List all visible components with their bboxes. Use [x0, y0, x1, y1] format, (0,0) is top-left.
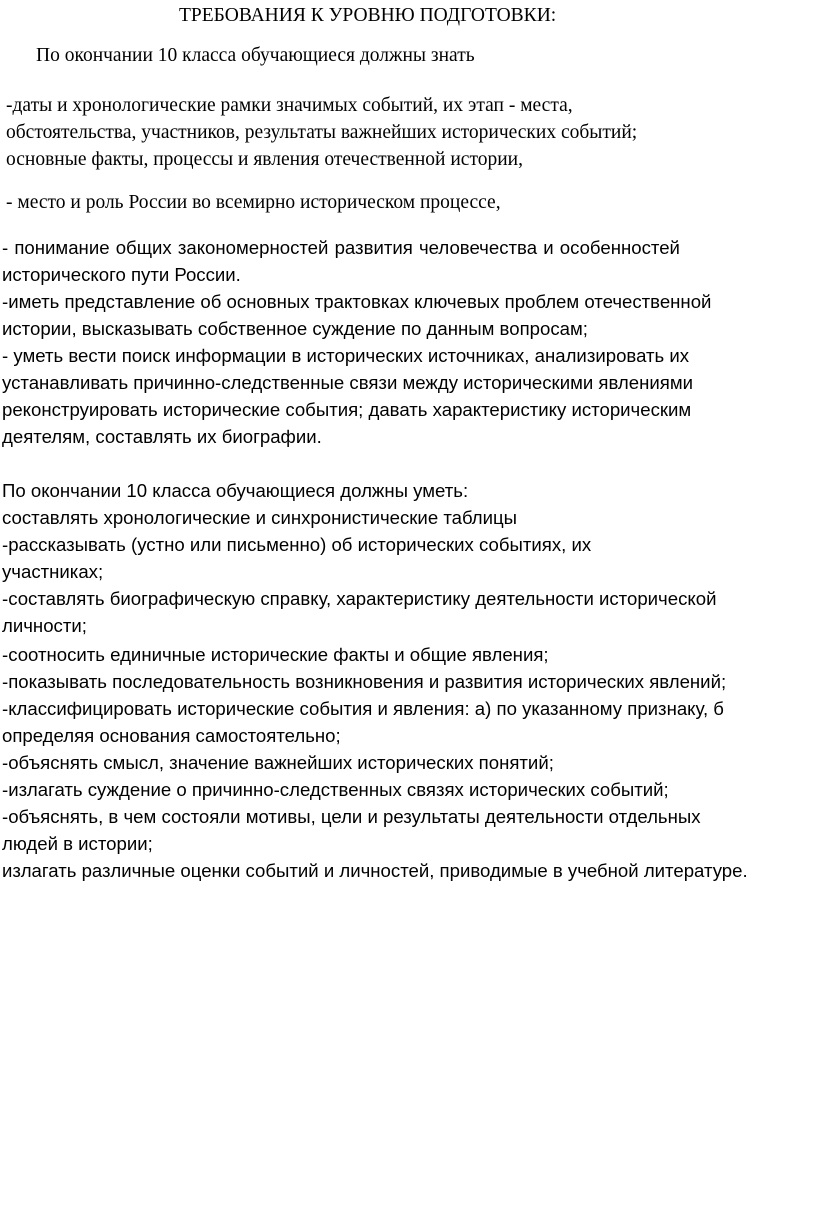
skills-item: -объяснять смысл, значение важнейших исторических понятий; [2, 752, 554, 773]
understand-item: реконструировать исторические события; давать характеристику историческим [2, 399, 692, 420]
skills-item: -показывать последовательность возникновения и развития исторических явлений; [2, 671, 727, 692]
skills-item: -объяснять, в чем состояли мотивы, цели и результаты деятельности отдельных [2, 806, 701, 827]
understand-item: деятелям, составлять их биографии. [2, 426, 322, 447]
know-heading: По окончании 10 класса обучающиеся должны знать [36, 45, 475, 66]
skills-item: -соотносить единичные исторические факты и общие явления; [2, 644, 549, 665]
skills-item: составлять хронологические и синхронистические таблицы [2, 507, 518, 528]
skills-item: людей в истории; [2, 833, 153, 854]
know-item: - место и роль России во всемирно историческом процессе, [6, 192, 501, 213]
skills-item: личности; [2, 615, 87, 636]
understand-item: исторического пути России. [2, 264, 241, 285]
understand-item: истории, высказывать собственное суждение по данным вопросам; [2, 318, 588, 339]
skills-item: излагать различные оценки событий и личностей, приводимые в учебной литературе. [2, 860, 748, 881]
understand-item: - уметь вести поиск информации в исторических источниках, анализировать их [2, 345, 690, 366]
understand-item: устанавливать причинно-следственные связи между историческими явлениями [2, 372, 694, 393]
skills-item: -излагать суждение о причинно-следственных связях исторических событий; [2, 779, 669, 800]
skills-item: -составлять биографическую справку, характеристику деятельности исторической [2, 588, 717, 609]
understand-item: - понимание общих закономерностей развития человечества и особенностей [2, 237, 680, 258]
skills-item: -классифицировать исторические события и явления: а) по указанному признаку, б [2, 698, 724, 719]
skills-item: участниках; [2, 561, 104, 582]
know-item: -даты и хронологические рамки значимых событий, их этап - места, [6, 95, 573, 116]
know-item: обстоятельства, участников, результаты важнейших исторических событий; [6, 122, 638, 143]
skills-item: -рассказывать (устно или письменно) об исторических событиях, их [2, 534, 592, 555]
skills-heading: По окончании 10 класса обучающиеся должны уметь: [2, 480, 469, 501]
skills-item: определяя основания самостоятельно; [2, 725, 341, 746]
page-title: ТРЕБОВАНИЯ К УРОВНЮ ПОДГОТОВКИ: [179, 5, 557, 26]
understand-item: -иметь представление об основных трактовках ключевых проблем отечественной [2, 291, 712, 312]
know-item: основные факты, процессы и явления отечественной истории, [6, 149, 523, 170]
